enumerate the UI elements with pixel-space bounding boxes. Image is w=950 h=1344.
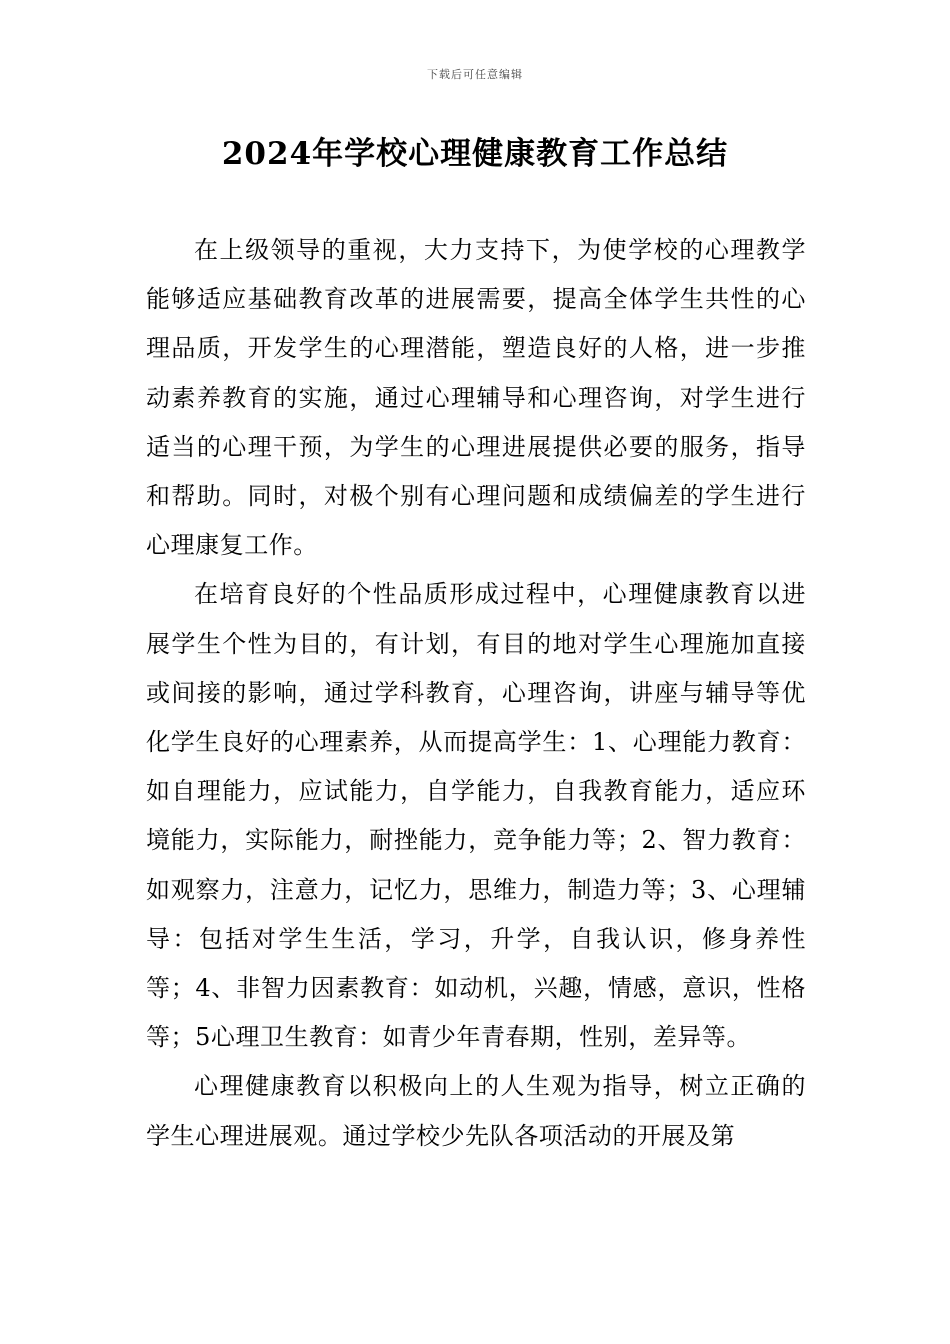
page-title: 2024年学校心理健康教育工作总结 [221, 136, 729, 172]
paragraph-3: 心理健康教育以积极向上的人生观为指导，树立正确的学生心理进展观。通过学校少先队各项活动的开展及第 [146, 1072, 806, 1150]
paragraph-1: 在上级领导的重视，大力支持下，为使学校的心理教学能够适应基础教育改革的进展需要，提高全体学生共性的心理品质，开发学生的心理潜能，塑造良好的人格，进一步推动素养教育的实施，通过心理辅导和心理咨询，对学生进行适当的心理干预，为学生的心理进展提供必要的服务，指导和帮助。同时，对极个别有心理问题和成绩偏差的学生进行心理康复工作。 [146, 236, 806, 560]
document-body [146, 226, 806, 1161]
paragraph-2: 在培育良好的个性品质形成过程中，心理健康教育以进展学生个性为目的，有计划，有目的地对学生心理施加直接或间接的影响，通过学科教育，心理咨询，讲座与辅导等优化学生良好的心理素养，从而提高学生：1、心理能力教育：如自理能力，应试能力，自学能力，自我教育能力，适应环境能力，实际能力，耐挫能力，竞争能力等；2、智力教育：如观察力，注意力，记忆力，思维力，制造力等；3、心理辅导：包括对学生生活，学习，升学，自我认识，修身养性等；4、非智力因素教育：如动机，兴趣，情感，意识，性格等；5心理卫生教育：如青少年青春期，性别，差异等。 [146, 580, 806, 1052]
header-note: 下载后可任意编辑 [427, 68, 523, 81]
